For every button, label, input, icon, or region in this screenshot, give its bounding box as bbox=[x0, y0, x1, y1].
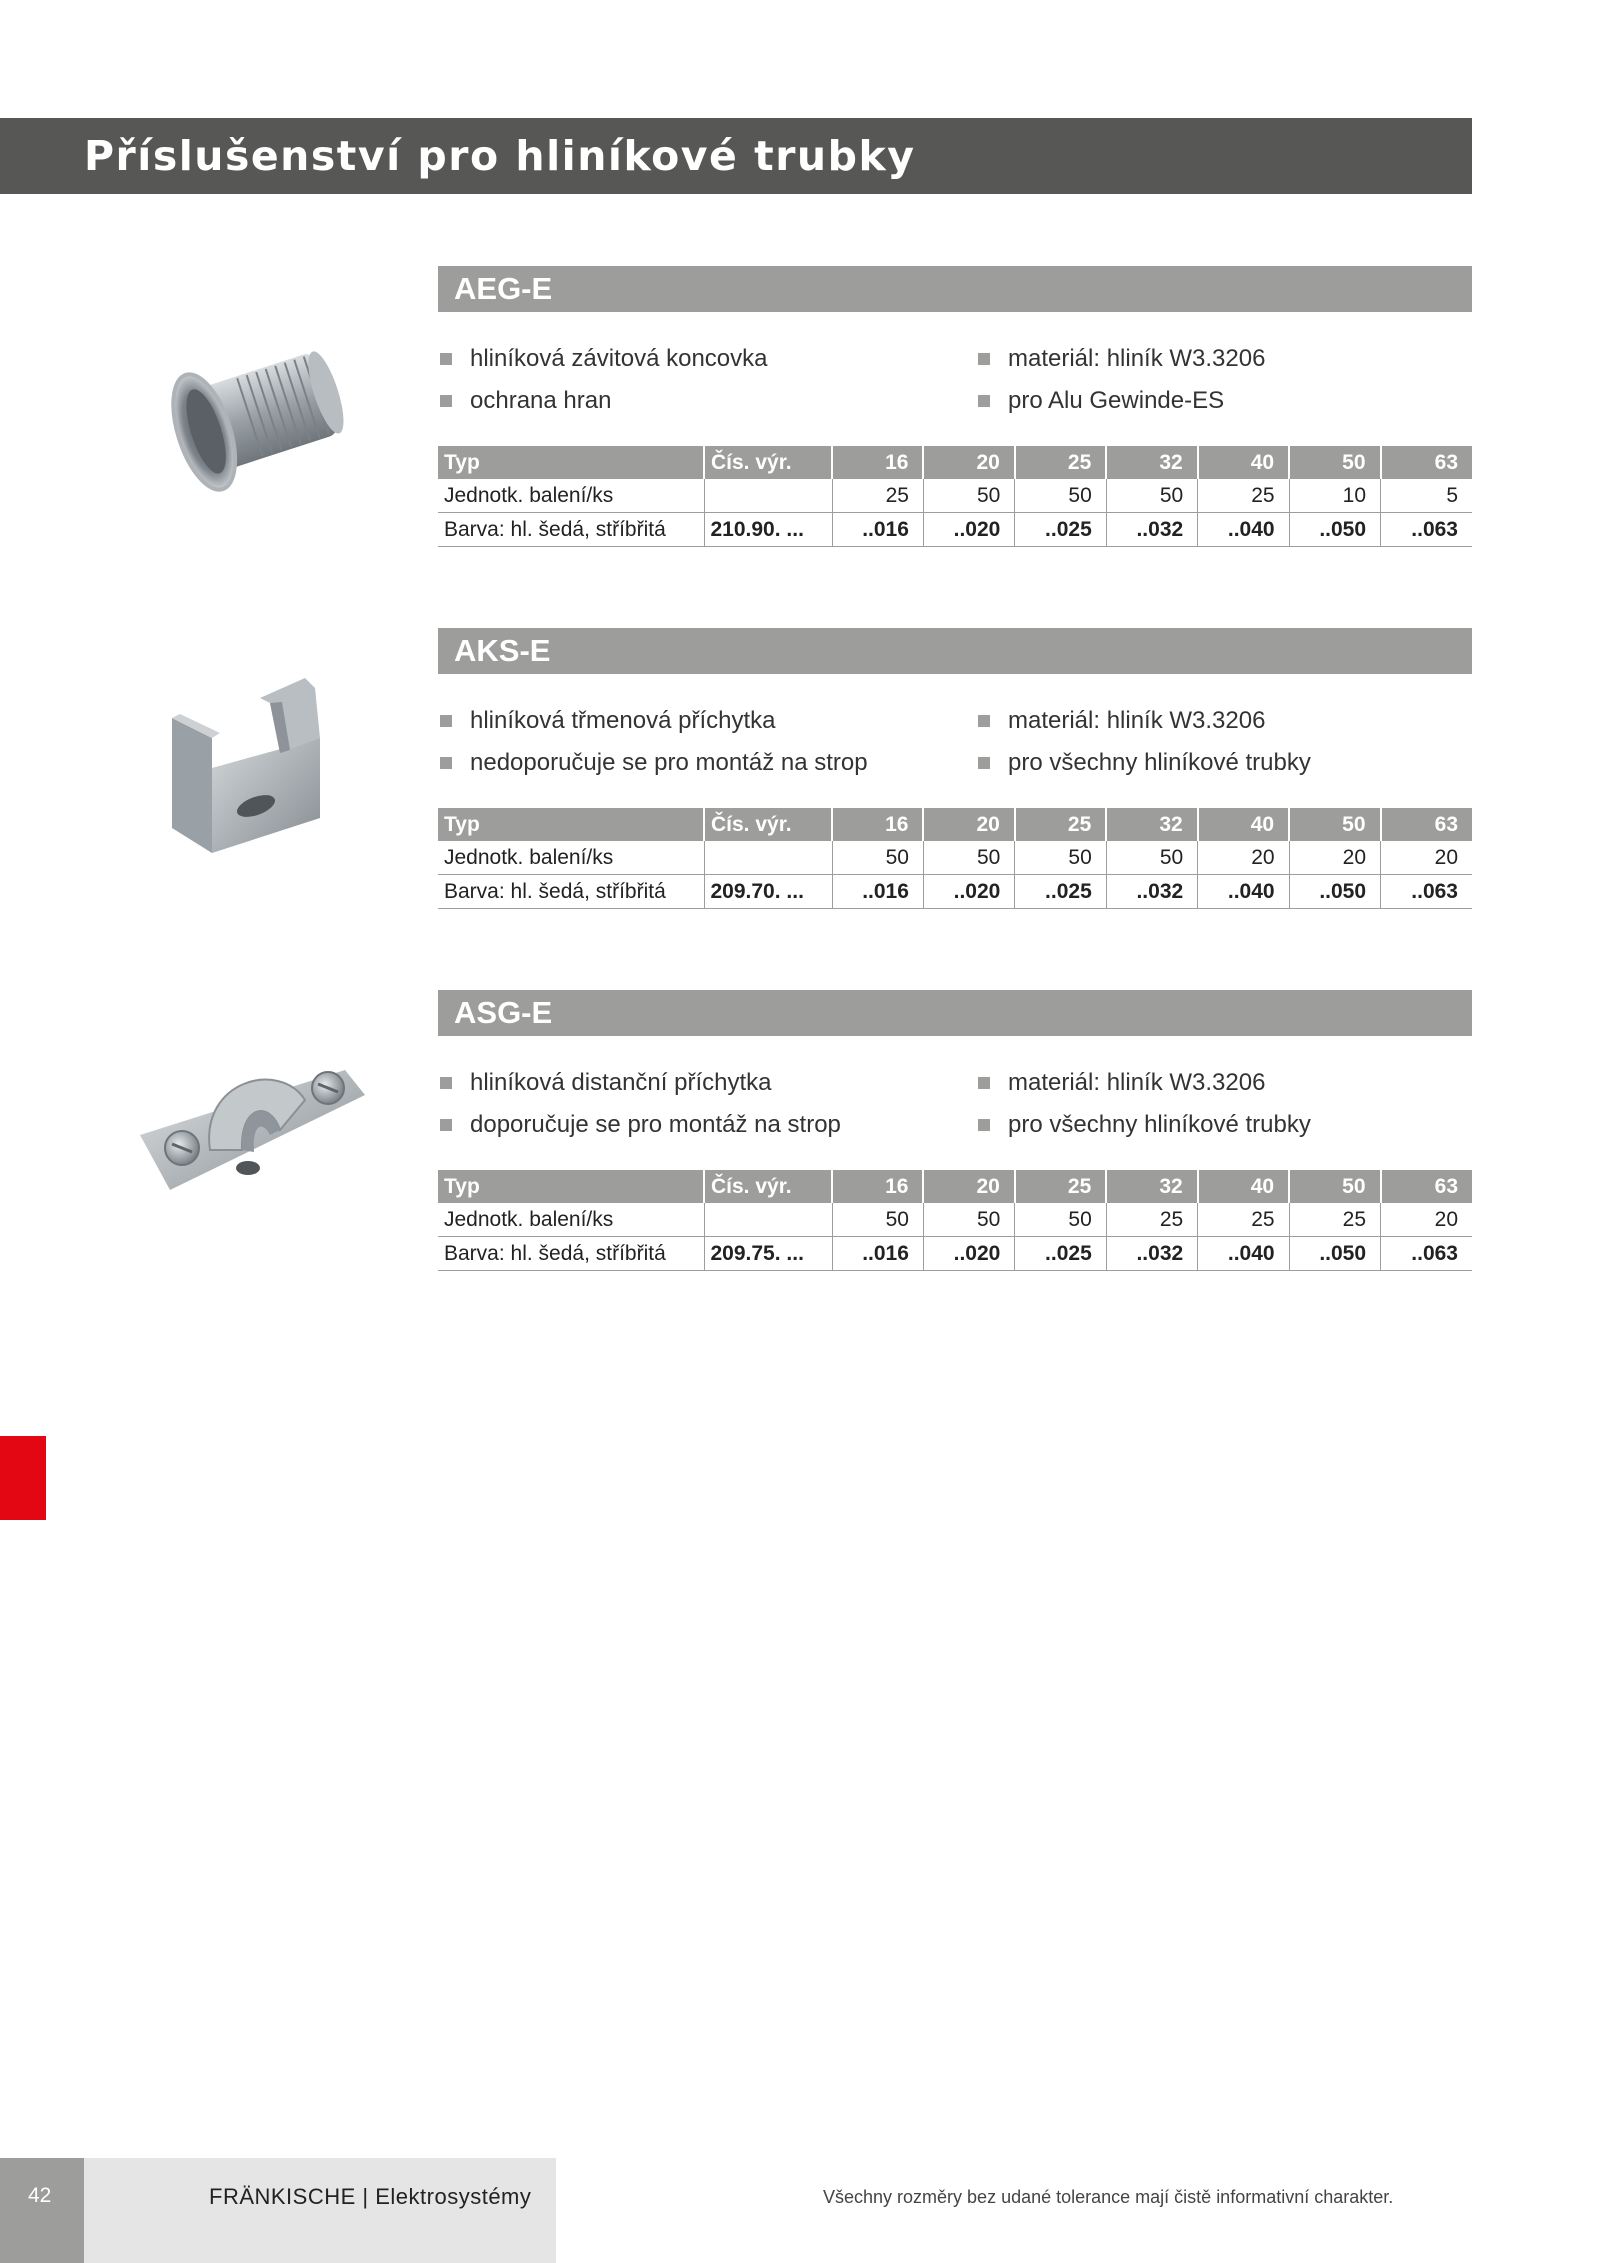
table-cell: ..020 bbox=[923, 513, 1014, 547]
table-cell: 25 bbox=[1198, 1203, 1289, 1237]
table-header-row bbox=[438, 446, 1472, 479]
table-cell: ..032 bbox=[1106, 513, 1197, 547]
column-header: 50 bbox=[1289, 446, 1380, 479]
list-item: hliníková třmenová příchytka bbox=[438, 706, 868, 748]
table-cell: ..063 bbox=[1381, 1237, 1472, 1271]
page-title: Příslušenství pro hliníkové trubky bbox=[84, 132, 916, 180]
column-header: 20 bbox=[923, 446, 1014, 479]
column-header: 50 bbox=[1289, 1170, 1380, 1203]
bullet-square-icon bbox=[440, 757, 452, 769]
table-row bbox=[438, 1237, 1472, 1271]
table-cell: 50 bbox=[923, 841, 1014, 875]
table-cell: ..050 bbox=[1289, 1237, 1380, 1271]
footer-note: Všechny rozměry bez udané tolerance mají čistě informativní charakter. bbox=[823, 2187, 1394, 2207]
table-cell: ..050 bbox=[1289, 875, 1380, 909]
bullet-square-icon bbox=[440, 715, 452, 727]
row-label: Jednotk. balení/ks bbox=[438, 1203, 704, 1237]
table-cell: 20 bbox=[1289, 841, 1380, 875]
page-number-box bbox=[0, 2158, 84, 2263]
bullet-square-icon bbox=[978, 757, 990, 769]
column-header: 16 bbox=[832, 1170, 923, 1203]
column-header: Typ bbox=[438, 808, 704, 841]
table-cell: ..050 bbox=[1289, 513, 1380, 547]
bullet-square-icon bbox=[440, 395, 452, 407]
bullet-square-icon bbox=[978, 1077, 990, 1089]
table-cell: ..063 bbox=[1381, 875, 1472, 909]
section-bar bbox=[438, 990, 1472, 1036]
column-header: 63 bbox=[1381, 446, 1472, 479]
table-cell: ..032 bbox=[1106, 875, 1197, 909]
column-header: Čís. výr. bbox=[704, 808, 832, 841]
column-header: Čís. výr. bbox=[704, 1170, 832, 1203]
column-header: 16 bbox=[832, 446, 923, 479]
bullet-square-icon bbox=[440, 1077, 452, 1089]
brand-text: FRÄNKISCHE | Elektrosystémy bbox=[209, 2184, 532, 2209]
article-code: 209.75. ... bbox=[704, 1237, 832, 1271]
threaded-end-fitting-image bbox=[130, 316, 390, 516]
table-cell: 50 bbox=[832, 1203, 923, 1237]
list-item: pro všechny hliníkové trubky bbox=[976, 748, 1311, 790]
table-cell: 25 bbox=[1198, 479, 1289, 513]
column-header: 16 bbox=[832, 808, 923, 841]
product-section-aks-e bbox=[0, 628, 1600, 948]
table-cell: ..040 bbox=[1198, 1237, 1289, 1271]
feature-list-left bbox=[438, 706, 868, 790]
page-number: 42 bbox=[28, 2184, 52, 2207]
table-cell: 50 bbox=[1106, 479, 1197, 513]
row-label: Barva: hl. šedá, stříbřitá bbox=[438, 875, 704, 909]
list-item: doporučuje se pro montáž na strop bbox=[438, 1110, 841, 1152]
list-item: nedoporučuje se pro montáž na strop bbox=[438, 748, 868, 790]
table-cell: 50 bbox=[923, 479, 1014, 513]
table-cell: ..020 bbox=[923, 875, 1014, 909]
table-row bbox=[438, 513, 1472, 547]
chapter-marker-tab bbox=[0, 1436, 46, 1520]
feature-list-right bbox=[976, 1068, 1311, 1152]
row-label: Jednotk. balení/ks bbox=[438, 479, 704, 513]
table-cell: ..025 bbox=[1015, 875, 1106, 909]
article-code: 210.90. ... bbox=[704, 513, 832, 547]
list-item: materiál: hliník W3.3206 bbox=[976, 344, 1265, 386]
stirrup-clip-image bbox=[130, 678, 390, 878]
distance-saddle-clip-image bbox=[130, 1040, 390, 1240]
column-header: 40 bbox=[1198, 1170, 1289, 1203]
product-name: AEG-E bbox=[454, 271, 553, 306]
table-cell: 20 bbox=[1381, 1203, 1472, 1237]
list-item: materiál: hliník W3.3206 bbox=[976, 706, 1311, 748]
table-cell: ..025 bbox=[1015, 513, 1106, 547]
column-header: Čís. výr. bbox=[704, 446, 832, 479]
section-bar bbox=[438, 628, 1472, 674]
table-row bbox=[438, 479, 1472, 513]
column-header: 25 bbox=[1015, 808, 1106, 841]
table-cell: ..063 bbox=[1381, 513, 1472, 547]
feature-list-right bbox=[976, 706, 1311, 790]
column-header: 25 bbox=[1015, 1170, 1106, 1203]
feature-list-left bbox=[438, 344, 768, 428]
table-cell: ..040 bbox=[1198, 875, 1289, 909]
row-label: Jednotk. balení/ks bbox=[438, 841, 704, 875]
list-item: hliníková závitová koncovka bbox=[438, 344, 768, 386]
table-cell bbox=[704, 479, 832, 513]
table-cell: 20 bbox=[1381, 841, 1472, 875]
row-label: Barva: hl. šedá, stříbřitá bbox=[438, 513, 704, 547]
table-row bbox=[438, 1203, 1472, 1237]
spec-table bbox=[438, 446, 1472, 547]
list-item: hliníková distanční příchytka bbox=[438, 1068, 841, 1110]
section-bar bbox=[438, 266, 1472, 312]
row-label: Barva: hl. šedá, stříbřitá bbox=[438, 1237, 704, 1271]
table-header-row bbox=[438, 1170, 1472, 1203]
table-cell: 5 bbox=[1381, 479, 1472, 513]
column-header: 50 bbox=[1289, 808, 1380, 841]
article-code: 209.70. ... bbox=[704, 875, 832, 909]
table-cell: ..016 bbox=[832, 513, 923, 547]
bullet-square-icon bbox=[978, 353, 990, 365]
bullet-square-icon bbox=[440, 353, 452, 365]
column-header: 40 bbox=[1198, 808, 1289, 841]
column-header: Typ bbox=[438, 1170, 704, 1203]
column-header: 20 bbox=[923, 1170, 1014, 1203]
table-cell: 25 bbox=[1289, 1203, 1380, 1237]
table-cell: 50 bbox=[832, 841, 923, 875]
spec-table bbox=[438, 808, 1472, 909]
table-cell: ..016 bbox=[832, 1237, 923, 1271]
table-cell bbox=[704, 841, 832, 875]
column-header: 32 bbox=[1106, 1170, 1197, 1203]
column-header: 40 bbox=[1198, 446, 1289, 479]
product-section-asg-e bbox=[0, 990, 1600, 1310]
page-header bbox=[0, 118, 1472, 194]
list-item: pro Alu Gewinde-ES bbox=[976, 386, 1265, 428]
table-cell: 50 bbox=[1015, 841, 1106, 875]
feature-list-left bbox=[438, 1068, 841, 1152]
table-cell: ..020 bbox=[923, 1237, 1014, 1271]
table-cell: 20 bbox=[1198, 841, 1289, 875]
column-header: 32 bbox=[1106, 446, 1197, 479]
column-header: 32 bbox=[1106, 808, 1197, 841]
table-cell: 50 bbox=[923, 1203, 1014, 1237]
spec-table bbox=[438, 1170, 1472, 1271]
column-header: 25 bbox=[1015, 446, 1106, 479]
table-cell bbox=[704, 1203, 832, 1237]
table-row bbox=[438, 875, 1472, 909]
list-item: materiál: hliník W3.3206 bbox=[976, 1068, 1311, 1110]
bullet-square-icon bbox=[978, 715, 990, 727]
list-item: pro všechny hliníkové trubky bbox=[976, 1110, 1311, 1152]
column-header: 63 bbox=[1381, 808, 1472, 841]
column-header: Typ bbox=[438, 446, 704, 479]
bullet-square-icon bbox=[440, 1119, 452, 1131]
column-header: 63 bbox=[1381, 1170, 1472, 1203]
table-cell: 50 bbox=[1015, 479, 1106, 513]
table-cell: 25 bbox=[1106, 1203, 1197, 1237]
table-row bbox=[438, 841, 1472, 875]
column-header: 20 bbox=[923, 808, 1014, 841]
table-cell: ..032 bbox=[1106, 1237, 1197, 1271]
table-cell: ..025 bbox=[1015, 1237, 1106, 1271]
table-cell: 50 bbox=[1015, 1203, 1106, 1237]
product-section-aeg-e bbox=[0, 266, 1600, 586]
bullet-square-icon bbox=[978, 1119, 990, 1131]
table-header-row bbox=[438, 808, 1472, 841]
bullet-square-icon bbox=[978, 395, 990, 407]
table-cell: 25 bbox=[832, 479, 923, 513]
table-cell: 50 bbox=[1106, 841, 1197, 875]
feature-list-right bbox=[976, 344, 1265, 428]
footer-brand-box bbox=[84, 2158, 556, 2263]
table-cell: ..040 bbox=[1198, 513, 1289, 547]
list-item: ochrana hran bbox=[438, 386, 768, 428]
product-name: AKS-E bbox=[454, 633, 551, 668]
product-name: ASG-E bbox=[454, 995, 553, 1030]
table-cell: ..016 bbox=[832, 875, 923, 909]
table-cell: 10 bbox=[1289, 479, 1380, 513]
